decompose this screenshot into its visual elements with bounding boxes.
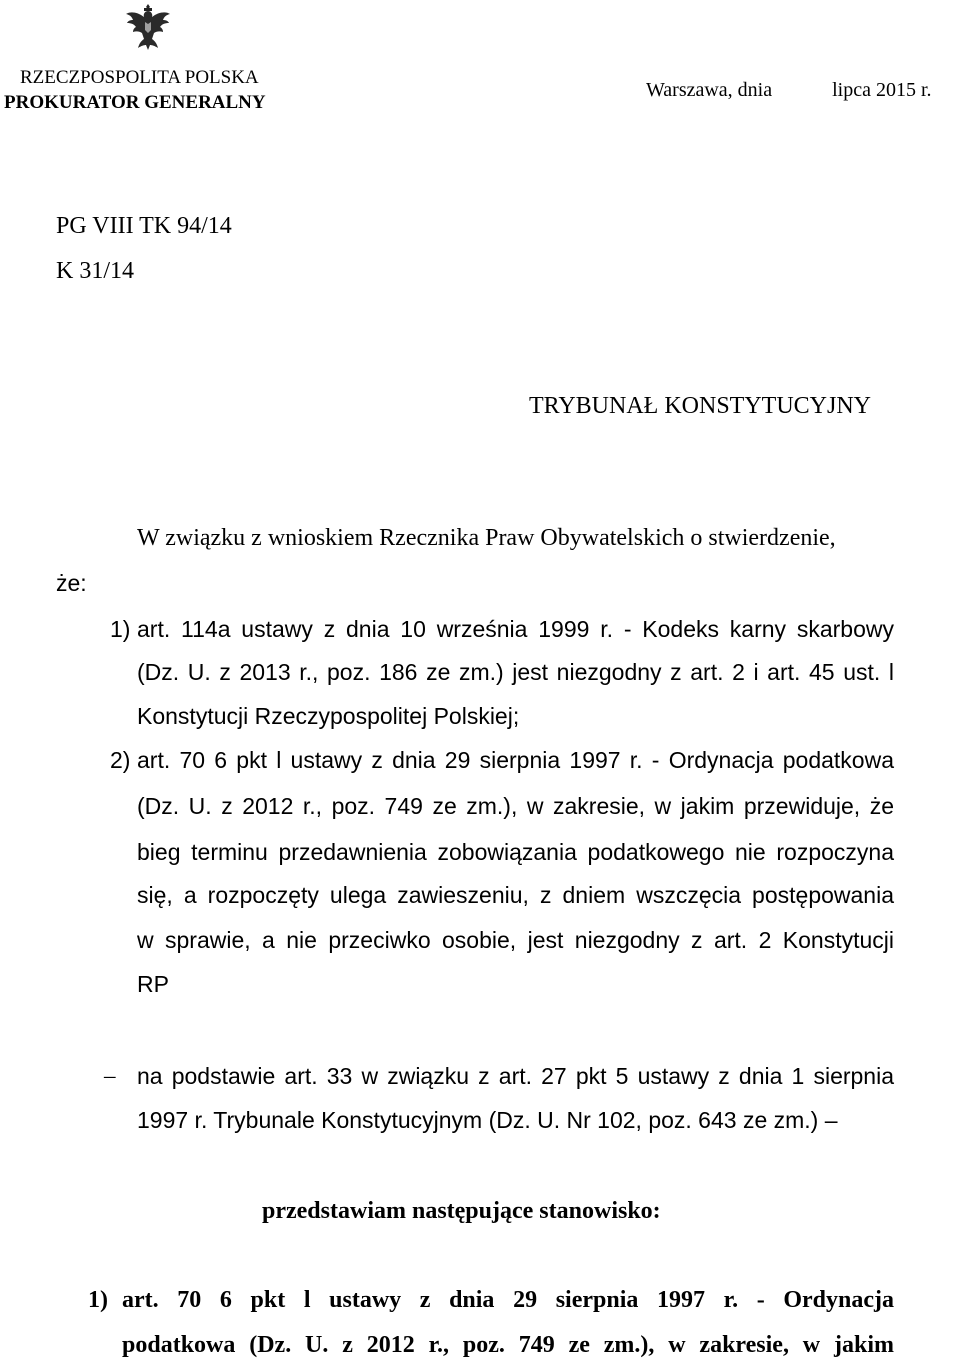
case-reference-2: K 31/14 <box>56 258 134 284</box>
item-line: w sprawie, a nie przeciwko osobie, jest niezgodny z art. 2 Konstytucji <box>137 927 894 953</box>
item-line: RP <box>137 971 169 997</box>
item-number: 2) <box>110 747 131 773</box>
institution-line1: RZECZPOSPOLITA POLSKA <box>20 67 259 88</box>
item-line: art. 114a ustawy z dnia 10 września 1999 r. - Kodeks karny skarbowy <box>137 616 894 642</box>
position-number: 1) <box>88 1287 108 1313</box>
place-date-suffix: lipca 2015 r. <box>832 79 932 101</box>
place-date-prefix: Warszawa, dnia <box>646 79 773 101</box>
basis-line: na podstawie art. 33 w związku z art. 27 pkt 5 ustawy z dnia 1 sierpnia <box>137 1063 894 1089</box>
item-number: 1) <box>110 616 131 642</box>
position-line: art. 70 6 pkt l ustawy z dnia 29 sierpnia 1997 r. - Ordynacja <box>122 1287 894 1313</box>
eagle-emblem-icon <box>124 2 172 54</box>
item-line: bieg terminu przedawnienia zobowiązania podatkowego nie rozpoczyna <box>137 839 894 865</box>
institution-line2: PROKURATOR GENERALNY <box>4 92 266 113</box>
addressee: TRYBUNAŁ KONSTYTUCYJNY <box>529 393 872 419</box>
intro-that: że: <box>56 570 87 596</box>
item-line: się, a rozpoczęty ulega zawieszeniu, z dniem wszczęcia postępowania <box>137 882 894 908</box>
item-line: art. 70 6 pkt l ustawy z dnia 29 sierpnia 1997 r. - Ordynacja podatkowa <box>137 747 894 773</box>
position-line: podatkowa (Dz. U. z 2012 r., poz. 749 ze zm.), w zakresie, w jakim <box>122 1332 894 1358</box>
basis-dash: – <box>104 1063 116 1088</box>
place-date <box>646 78 932 102</box>
item-line: (Dz. U. z 2013 r., poz. 186 ze zm.) jest niezgodny z art. 2 i art. 45 ust. l <box>137 659 894 685</box>
item-line: (Dz. U. z 2012 r., poz. 749 ze zm.), w zakresie, w jakim przewiduje, że <box>137 793 894 819</box>
basis-line: 1997 r. Trybunale Konstytucyjnym (Dz. U. Nr 102, poz. 643 ze zm.) – <box>137 1107 838 1133</box>
intro-line: W związku z wnioskiem Rzecznika Praw Obywatelskich o stwierdzenie, <box>137 525 836 551</box>
case-reference-1: PG VIII TK 94/14 <box>56 213 232 239</box>
item-line: Konstytucji Rzeczypospolitej Polskiej; <box>137 703 520 729</box>
statement-heading: przedstawiam następujące stanowisko: <box>262 1198 661 1224</box>
